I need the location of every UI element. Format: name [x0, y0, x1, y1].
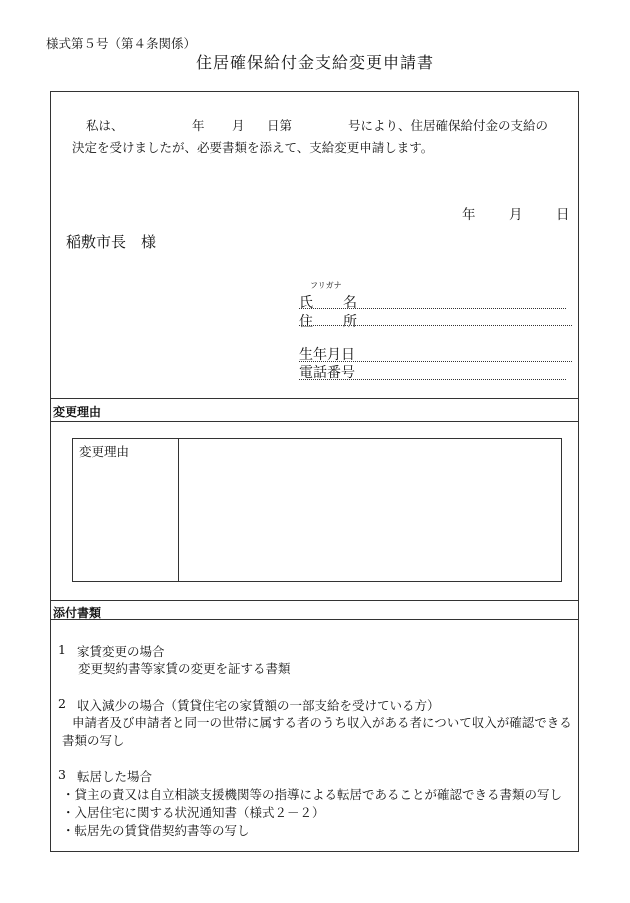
- attachment-item-1-title: 家賃変更の場合: [77, 644, 165, 659]
- attachment-item-3-detail-1: ・貸主の責又は自立相談支援機関等の指導による転居であることが確認できる書類の写し: [62, 787, 563, 802]
- statement-go: 号により、住居確保給付金の支給の: [348, 118, 549, 133]
- attachments-section-label: 添付書類: [53, 606, 102, 620]
- address-label-2: 所: [343, 314, 357, 330]
- phone-field[interactable]: [299, 379, 566, 380]
- divider-bottom-change-reason-header: [50, 421, 579, 422]
- name-label-2: 名: [343, 295, 357, 311]
- statement-day-no: 日第: [267, 118, 293, 133]
- attachment-item-1-num: 1: [58, 642, 66, 657]
- attachment-item-3-detail-2: ・入居住宅に関する状況通知書（様式２－２）: [62, 805, 325, 820]
- divider-bottom-attachments-header: [50, 619, 579, 620]
- divider-top-change-reason: [50, 398, 579, 399]
- statement-line2: 決定を受けましたが、必要書類を添えて、支給変更申請します。: [72, 140, 434, 155]
- change-reason-section-label: 変更理由: [53, 405, 102, 419]
- date-month: 月: [509, 207, 523, 223]
- change-reason-box-divider: [178, 438, 179, 582]
- document-title: 住居確保給付金支給変更申請書: [195, 53, 434, 72]
- name-field[interactable]: [299, 308, 566, 309]
- attachment-item-1-detail-1: 変更契約書等家賃の変更を証する書類: [78, 661, 291, 676]
- addressee: 稲敷市長 様: [66, 233, 157, 251]
- form-number: 様式第５号（第４条関係）: [46, 36, 197, 51]
- attachment-item-3-title: 転居した場合: [77, 769, 153, 784]
- attachment-item-3-detail-3: ・転居先の賃貸借契約書等の写し: [62, 823, 250, 838]
- address-label-1: 住: [299, 314, 313, 330]
- change-reason-box-label: 変更理由: [79, 444, 130, 459]
- statement-month: 月: [232, 118, 245, 133]
- attachment-item-2-detail-2: 書類の写し: [62, 733, 125, 748]
- change-reason-input[interactable]: [186, 442, 554, 574]
- furigana-label: フリガナ: [310, 281, 342, 290]
- date-day: 日: [556, 207, 570, 223]
- birthdate-label: 生年月日: [299, 347, 355, 363]
- divider-top-attachments: [50, 600, 579, 601]
- attachment-item-2-num: 2: [58, 696, 66, 711]
- date-year: 年: [462, 207, 476, 223]
- name-label-1: 氏: [299, 295, 313, 311]
- statement-year: 年: [192, 118, 205, 133]
- statement-watashi: 私は、: [86, 118, 124, 133]
- address-field[interactable]: [299, 325, 572, 326]
- attachment-item-2-title: 収入減少の場合（賃貸住宅の家賃額の一部支給を受けている方）: [77, 698, 440, 713]
- phone-label: 電話番号: [299, 365, 355, 381]
- attachment-item-3-num: 3: [58, 767, 66, 782]
- attachment-item-2-detail-1: 申請者及び申請者と同一の世帯に属する者のうち収入がある者について収入が確認できる: [72, 715, 572, 730]
